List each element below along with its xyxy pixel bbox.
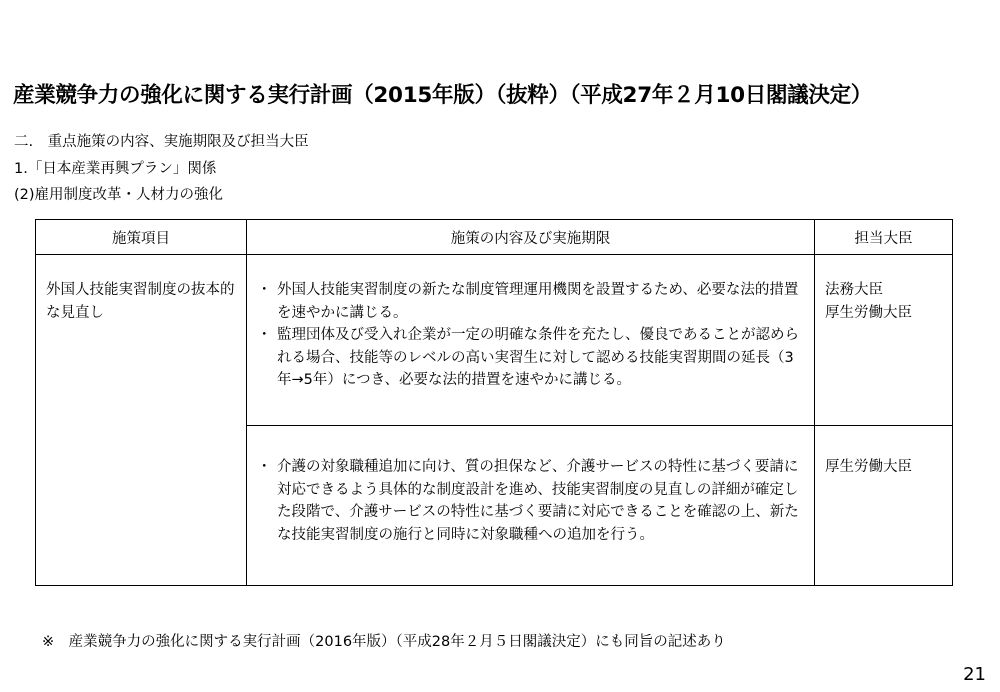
page-number: 21 (963, 664, 986, 685)
measures-table (35, 219, 953, 586)
bullet-item (257, 324, 804, 392)
bullet-mark: ・ (257, 327, 272, 343)
bullet-mark: ・ (257, 282, 272, 298)
content-cell (247, 255, 815, 426)
measure-item-cell: 外国人技能実習制度の抜本的な見直し (36, 255, 247, 586)
bullet-item (257, 279, 804, 324)
bullet-mark: ・ (257, 459, 272, 475)
header-measure-item: 施策項目 (36, 220, 247, 255)
bullet-text: 監理団体及び受入れ企業が一定の明確な条件を充たし、優良であることが認められる場合、技能等のレベルの高い実習生に対して認める技能実習期間の延長（3年→5年）につき、必要な法的措置を速やかに講じる。 (277, 327, 799, 388)
minister-name: 厚生労働大臣 (825, 459, 912, 475)
minister-cell (815, 255, 953, 426)
topic-heading: (2)雇用制度改革・人材力の強化 (14, 187, 224, 203)
bullet-text: 外国人技能実習制度の新たな制度管理運用機関を設置するため、必要な法的措置を速やかに講じる。 (277, 282, 799, 321)
subsection-heading: 1.「日本産業再興プラン」関係 (14, 161, 217, 177)
table-row (36, 255, 953, 426)
header-minister: 担当大臣 (815, 220, 953, 255)
footnote: ※ 産業競争力の強化に関する実行計画（2016年版）（平成28年２月５日閣議決定）にも同旨の記述あり (42, 634, 726, 650)
page-title: 産業競争力の強化に関する実行計画（2015年版）（抜粋）（平成27年２月10日閣議決定） (13, 83, 872, 108)
minister-name: 法務大臣 (825, 282, 883, 298)
bullet-text: 介護の対象職種追加に向け、質の担保など、介護サービスの特性に基づく要請に対応できるよう具体的な制度設計を進め、技能実習制度の見直しの詳細が確定した段階で、介護サービスの特性に基づく要請に対応できることを確認の上、新たな技能実習制度の施行と同時に対象職種への追加を行う。 (277, 459, 799, 543)
header-content-deadline: 施策の内容及び実施期限 (247, 220, 815, 255)
bullet-item (257, 456, 804, 546)
content-cell (247, 426, 815, 586)
table-header-row (36, 220, 953, 255)
section-heading: 二. 重点施策の内容、実施期限及び担当大臣 (14, 134, 309, 150)
minister-cell (815, 426, 953, 586)
minister-name: 厚生労働大臣 (825, 305, 912, 321)
